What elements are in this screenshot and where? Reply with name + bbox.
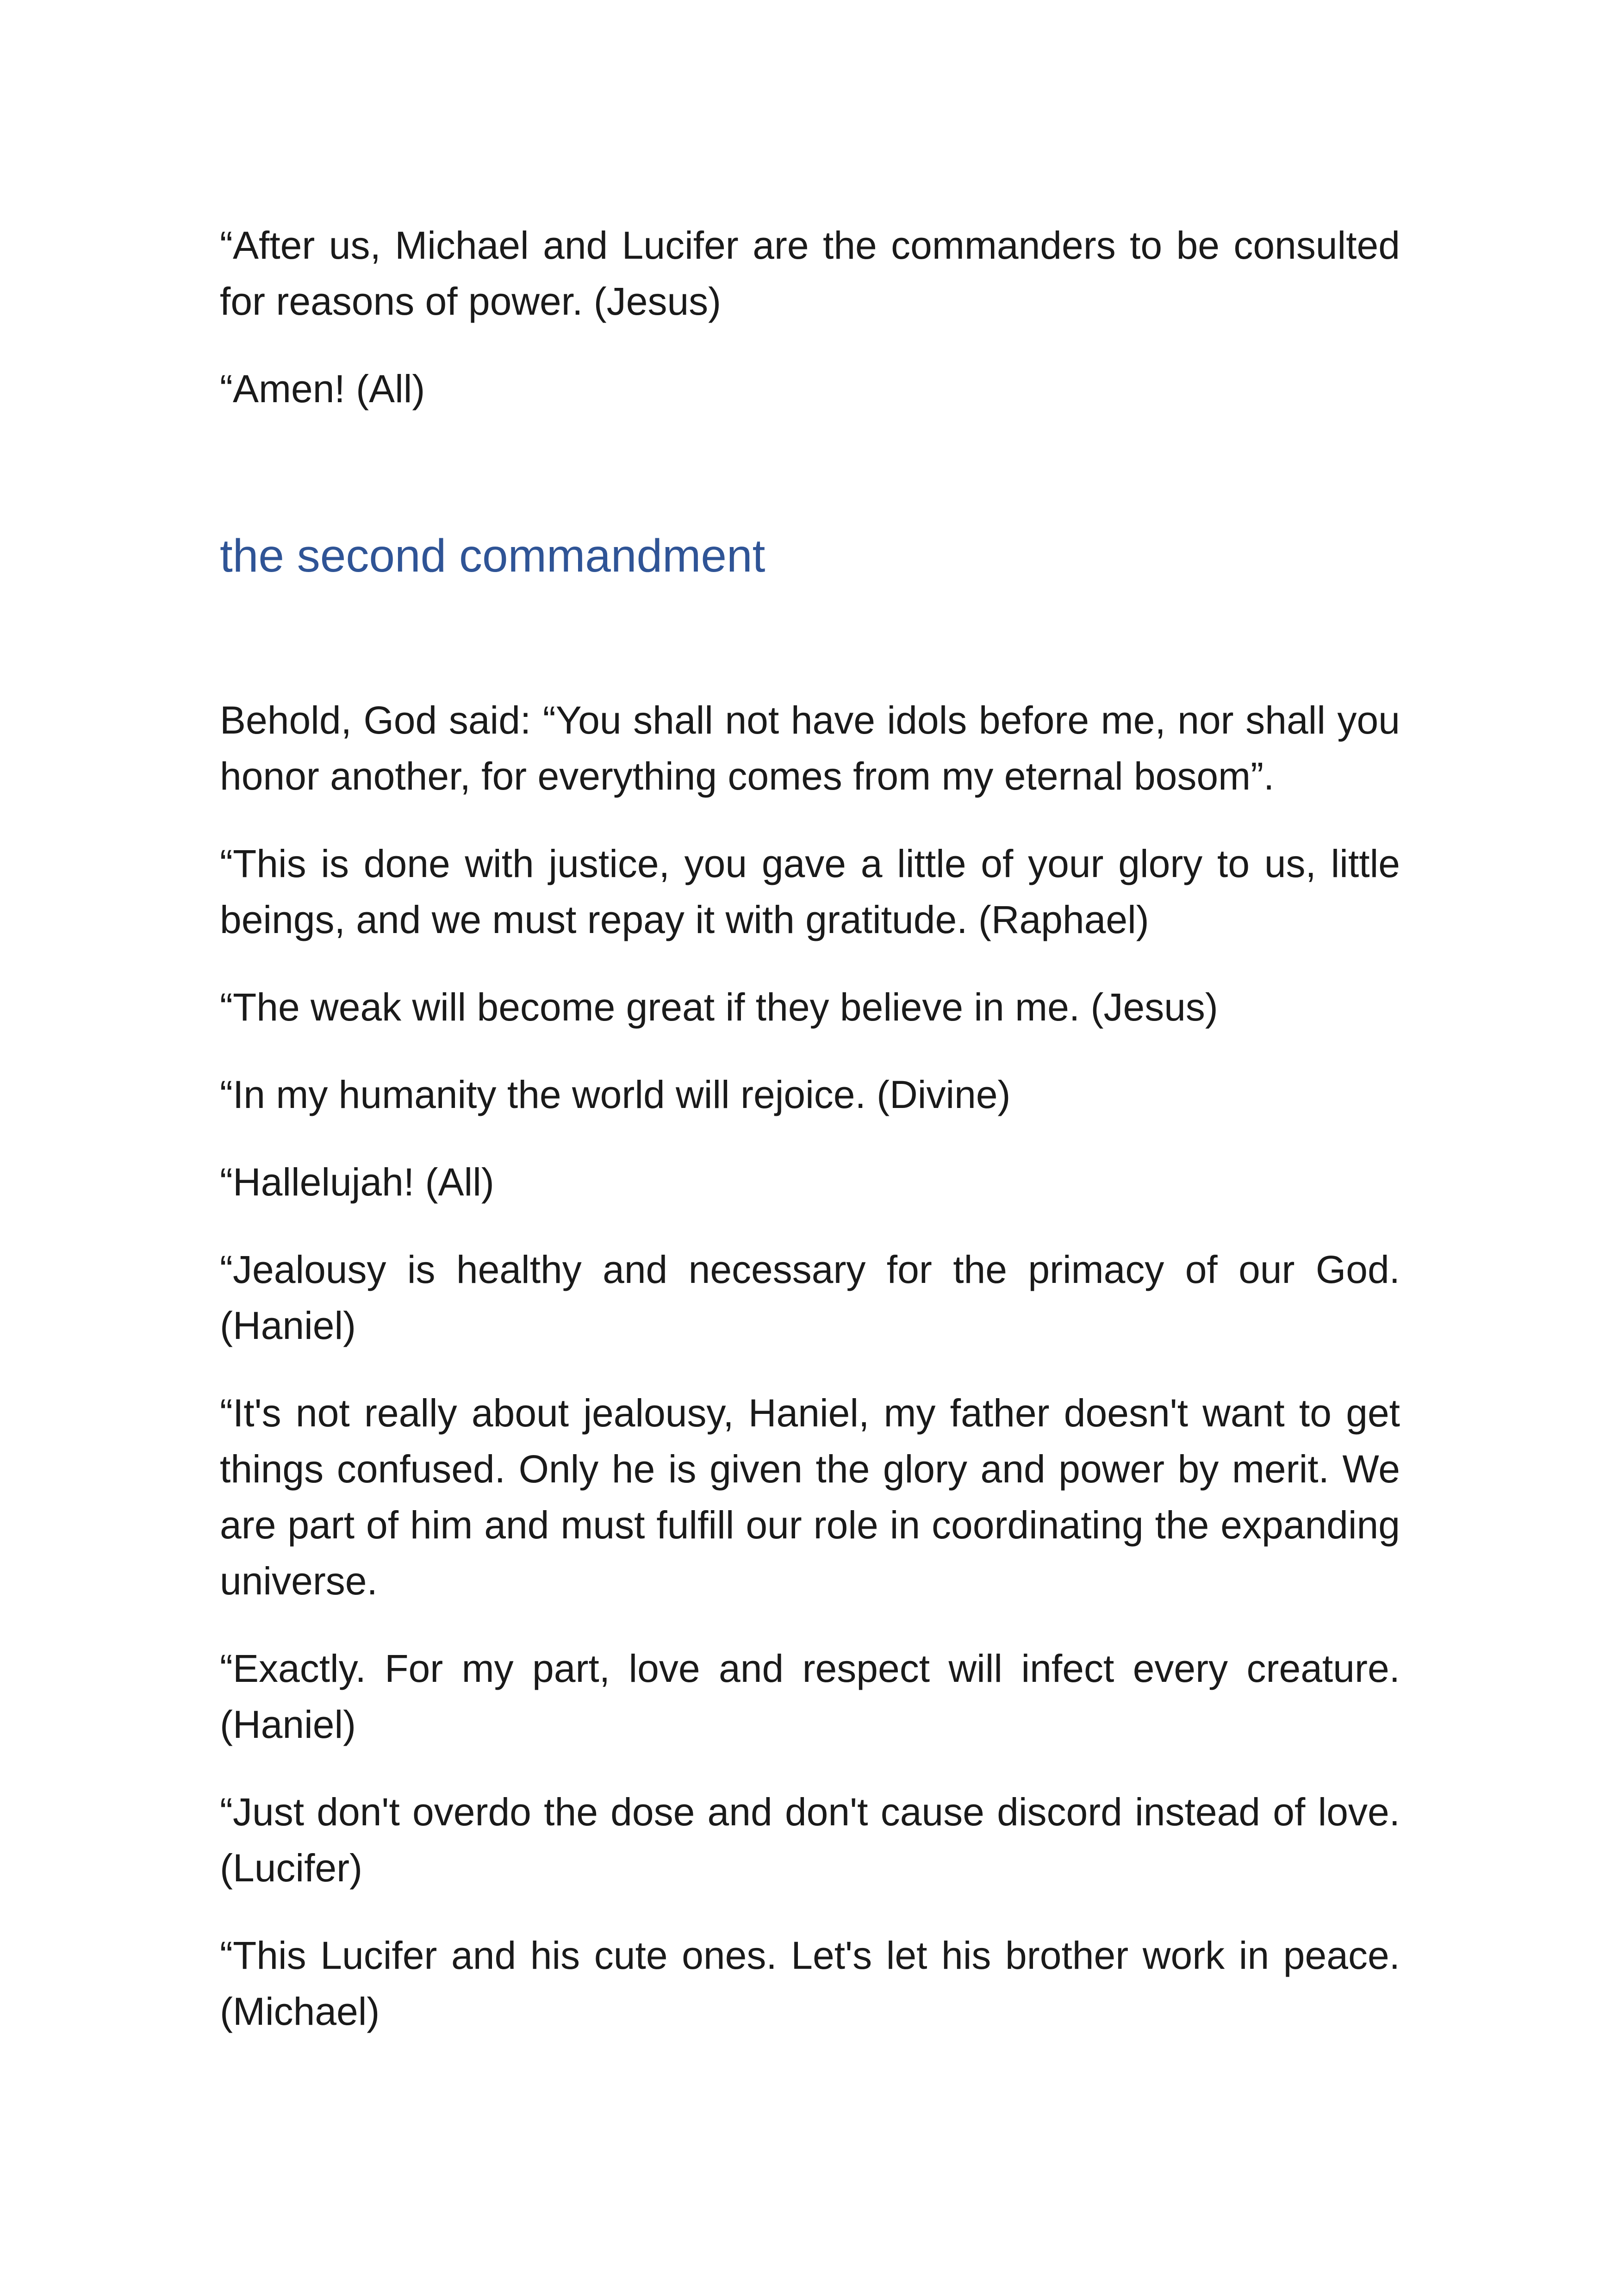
- paragraph-hallelujah: “Hallelujah! (All): [220, 1160, 494, 1204]
- paragraph-divine: “In my humanity the world will rejoice. (Divine): [220, 1073, 1011, 1116]
- paragraph-jesus-weak: “The weak will become great if they believe in me. (Jesus): [220, 985, 1218, 1029]
- paragraph-god-said: Behold, God said: “You shall not have idols before me, nor shall you honor another, for everything comes from my eternal bosom”.: [220, 698, 1400, 798]
- paragraph-amen: “Amen! (All): [220, 367, 425, 411]
- paragraph-not-jealousy: “It's not really about jealousy, Haniel, my father doesn't want to get things confused. Only he is given the glory and power by merit. We are part of him and must fulfill our role in coordinating the expanding universe.: [220, 1391, 1400, 1603]
- paragraph-jesus-commanders: “After us, Michael and Lucifer are the commanders to be consulted for reasons of power. (Jesus): [220, 224, 1400, 323]
- paragraph-haniel-jealousy: “Jealousy is healthy and necessary for the primacy of our God. (Haniel): [220, 1248, 1400, 1347]
- paragraph-raphael: “This is done with justice, you gave a little of your glory to us, little beings, and we must repay it with gratitude. (Raphael): [220, 842, 1400, 941]
- paragraph-haniel-exactly: “Exactly. For my part, love and respect will infect every creature. (Haniel): [220, 1647, 1400, 1746]
- document-page: [220, 218, 1400, 2040]
- paragraph-lucifer: “Just don't overdo the dose and don't cause discord instead of love. (Lucifer): [220, 1790, 1400, 1890]
- paragraph-michael: “This Lucifer and his cute ones. Let's let his brother work in peace. (Michael): [220, 1934, 1400, 2033]
- section-heading: the second commandment: [220, 530, 765, 582]
